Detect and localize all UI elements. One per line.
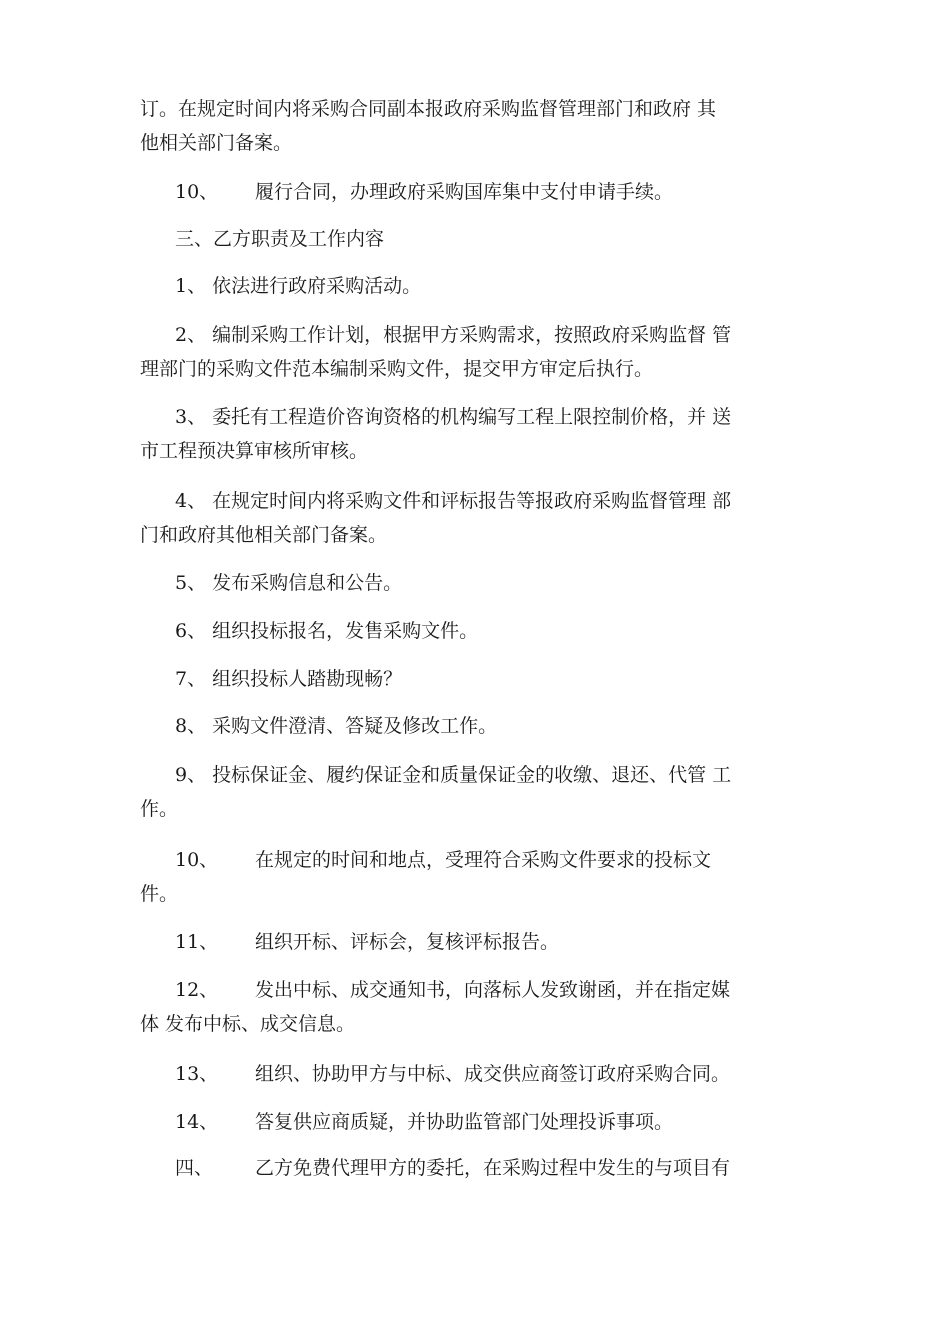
text-line: 件。 [140,883,179,905]
text-line [140,1105,830,1139]
text-line: 4、 在规定时间内将采购文件和评标报告等报政府采购监督管理 部 [175,490,732,512]
text-line: 9、 投标保证金、履约保证金和质量保证金的收缴、退还、代管 工 [175,764,732,786]
text-line: 体 发布中标、成交信息。 [140,1013,356,1035]
item-text: 发出中标、成交通知书，向落标人发致谢函，并在指定媒 [255,979,731,1001]
paragraph [140,843,830,911]
paragraph [140,484,830,552]
text-line: 作。 [140,798,179,820]
paragraph [140,175,830,209]
item-number: 13、 [175,1063,219,1085]
text-line: 订。在规定时间内将采购合同副本报政府采购监督管理部门和政府 其 [140,98,717,120]
text-line [140,1151,830,1185]
text-line: 市工程预决算审核所审核。 [140,440,369,462]
item-number: 11、 [175,931,219,953]
paragraph [140,973,830,1041]
text-line: 1、 依法进行政府采购活动。 [175,275,422,297]
paragraph [140,925,830,959]
text-line [140,175,830,209]
paragraph [140,1105,830,1139]
paragraph [140,1057,830,1091]
text-line: 门和政府其他相关部门备案。 [140,524,388,546]
section-heading [140,222,830,256]
text-line: 7、 组织投标人踏勘现畅？ [175,668,403,690]
paragraph [140,400,830,468]
text-line: 三、乙方职责及工作内容 [175,228,385,250]
paragraph [140,709,830,743]
item-number: 10、 [175,181,219,203]
text-line [140,973,830,1007]
item-number: 10、 [175,849,219,871]
paragraph [140,92,830,160]
paragraph [140,758,830,826]
paragraph [140,318,830,386]
item-number: 12、 [175,979,219,1001]
text-line: 8、 采购文件澄清、答疑及修改工作。 [175,715,498,737]
item-text: 答复供应商质疑，并协助监管部门处理投诉事项。 [255,1111,674,1133]
text-line [140,1057,830,1091]
text-line: 6、 组织投标报名，发售采购文件。 [175,620,479,642]
text-line [140,925,830,959]
item-text: 组织开标、评标会，复核评标报告。 [255,931,560,953]
paragraph [140,614,830,648]
item-text: 履行合同，办理政府采购国库集中支付申请手续。 [255,181,674,203]
paragraph [140,662,830,696]
text-line: 5、 发布采购信息和公告。 [175,572,403,594]
paragraph [140,1151,830,1185]
item-number: 四、 [175,1157,214,1179]
text-line: 理部门的采购文件范本编制采购文件，提交甲方审定后执行。 [140,358,654,380]
text-line: 2、 编制采购工作计划，根据甲方采购需求，按照政府采购监督 管 [175,324,732,346]
paragraph [140,269,830,303]
text-line [140,843,830,877]
item-text: 乙方免费代理甲方的委托，在采购过程中发生的与项目有 [255,1157,731,1179]
item-number: 14、 [175,1111,219,1133]
paragraph [140,566,830,600]
item-text: 在规定的时间和地点，受理符合采购文件要求的投标文 [255,849,712,871]
text-line: 他相关部门备案。 [140,132,293,154]
item-text: 组织、协助甲方与中标、成交供应商签订政府采购合同。 [255,1063,731,1085]
text-line: 3、 委托有工程造价咨询资格的机构编写工程上限控制价格，并 送 [175,406,732,428]
